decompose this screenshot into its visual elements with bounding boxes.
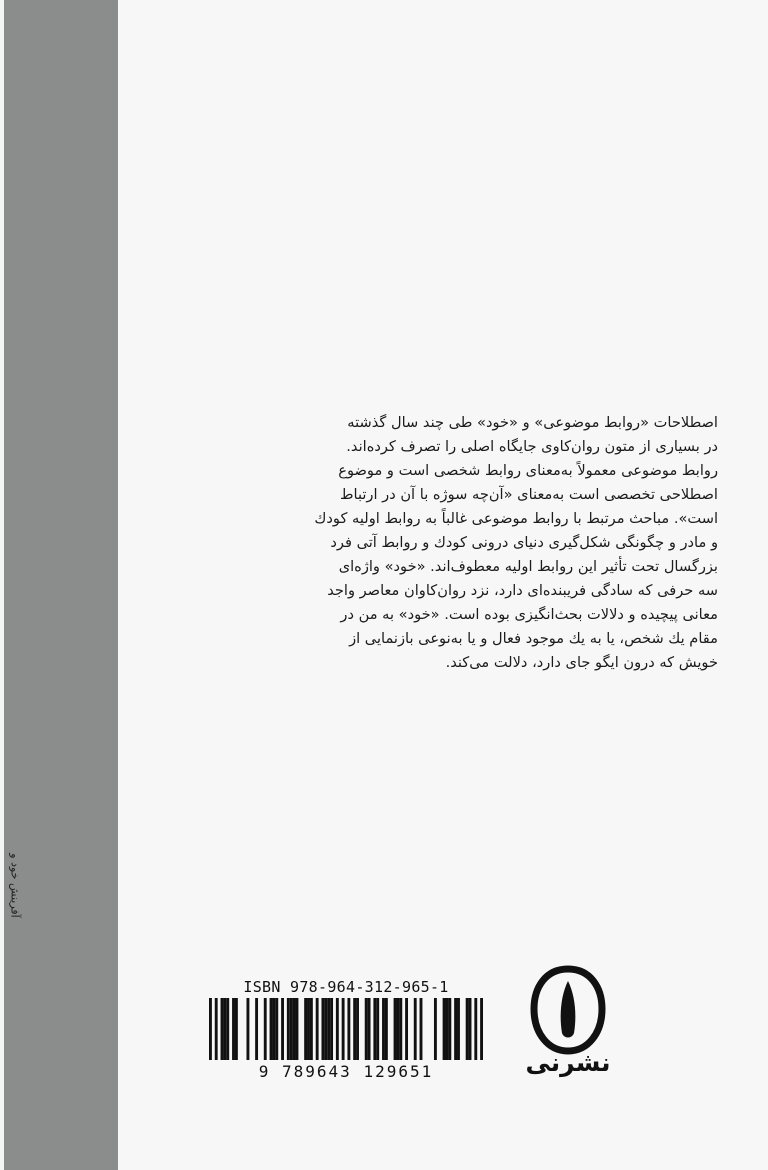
barcode-bar [215,998,218,1060]
barcode-bar [324,998,327,1060]
barcode-bar [448,998,451,1060]
barcode-bar [443,998,446,1060]
barcode-bar [330,998,333,1060]
barcode-bar [223,998,226,1060]
barcode-bar [399,998,402,1060]
barcode-bar [293,998,296,1060]
barcode-bar [327,998,330,1060]
barcode-bar [316,998,319,1060]
barcode-bar [246,998,249,1060]
barcode-bar [290,998,293,1060]
barcode-bar [365,998,368,1060]
blurb-line: در بسیاری از متون روان‌کاوی جایگاه اصلی را تصرف کرده‌اند. [346,438,718,455]
barcode-bar [396,998,399,1060]
book-spine [0,0,118,1170]
barcode-bars [209,998,483,1060]
blurb-line: معانی پیچیده و دلالات بحث‌انگیزی بوده است. «خود» به من در [340,606,718,623]
barcode-bar [296,998,299,1060]
barcode-bar [342,998,345,1060]
barcode-bar [385,998,388,1060]
barcode-bar [454,998,457,1060]
barcode-bar [382,998,385,1060]
blurb-line: خویش که درون ایگو جای دارد، دلالت می‌کند. [445,654,718,671]
barcode-bar [373,998,376,1060]
blurb-line: روابط موضوعی معمولاً به‌معنای روابط شخصی است و موضوع [338,462,718,479]
barcode-bar [336,998,339,1060]
publisher-name: نشرنی [525,1048,611,1077]
barcode-bar [414,998,417,1060]
barcode-bar [264,998,267,1060]
barcode-bar [226,998,229,1060]
barcode-bar [221,998,224,1060]
spine-edge [0,0,4,1170]
barcode-bar [275,998,278,1060]
barcode-bar [287,998,290,1060]
barcode-digits: 9 789643 129651 [258,1062,434,1081]
blurb-line: و مادر و چگونگی شکل‌گیری دنیای درونی کودك و روابط آتی فرد [330,534,718,551]
blurb-line: سه حرفی که سادگی فریبنده‌ای دارد، نزد روان‌کاوان معاصر واجد [327,582,718,599]
blurb-line: است». مباحث مرتبط با روابط موضوعی غالباً به روابط اولیه کودك [314,510,718,527]
barcode-bar [446,998,449,1060]
isbn-label: ISBN 978-964-312-965-1 [243,978,449,996]
barcode-bar [270,998,273,1060]
blurb-line: مقام یك شخص، یا به یك موجود فعال و یا به‌نوعی بازنمایی از [349,630,718,647]
barcode-bar [457,998,460,1060]
barcode-bar [307,998,310,1060]
spine-title-text: آفرینش خود و [8,852,22,918]
blurb-line: اصطلاحات «روابط موضوعی» و «خود» طی چند سال گذشته [347,414,718,431]
barcode-bar [321,998,324,1060]
barcode-bar [281,998,284,1060]
barcode-bar [434,998,437,1060]
barcode-bar [480,998,483,1060]
nashr-ney-logo-icon [528,963,608,1058]
barcode-bar [368,998,371,1060]
barcode-bar [304,998,307,1060]
spine-title [2,800,28,970]
barcode-bar [394,998,397,1060]
blurb-line: اصطلاحی تخصصی است به‌معنای «آن‌چه سوژه با آن در ارتباط [340,486,718,503]
barcode-bar [310,998,313,1060]
barcode-bar [405,998,408,1060]
blurb-text [200,411,718,675]
barcode-bar [469,998,472,1060]
barcode-bar [353,998,356,1060]
barcode-bar [347,998,350,1060]
barcode-bar [376,998,379,1060]
barcode-bar [232,998,235,1060]
barcode-bar [420,998,423,1060]
barcode-bar [466,998,469,1060]
isbn-barcode [203,978,489,1083]
barcode-bar [474,998,477,1060]
barcode-bar [255,998,258,1060]
barcode-bar [356,998,359,1060]
blurb-line: بزرگسال تحت تأثیر این روابط اولیه معطوف‌اند. «خود» واژه‌ای [338,558,718,575]
barcode-bar [235,998,238,1060]
barcode-bar [209,998,212,1060]
barcode-bar [272,998,275,1060]
